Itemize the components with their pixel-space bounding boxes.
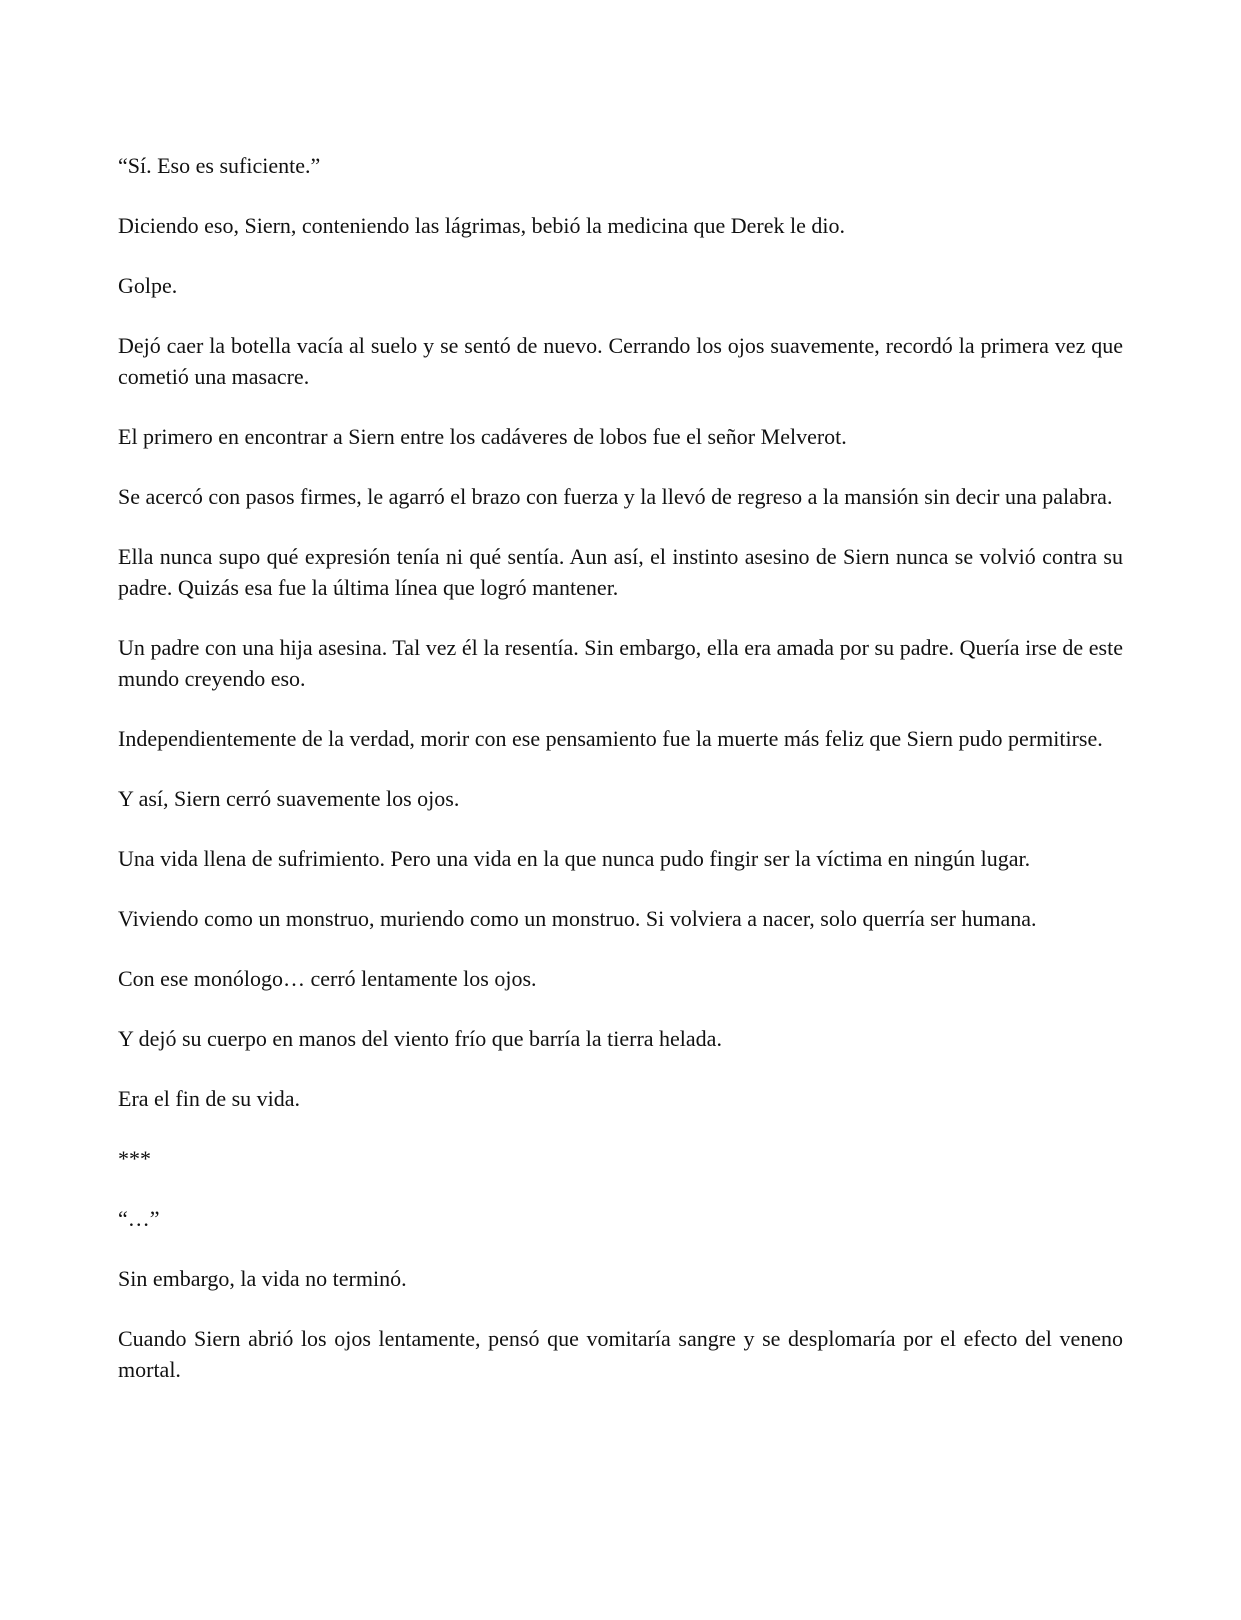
document-body <box>118 150 1123 1414</box>
paragraph: Viviendo como un monstruo, muriendo como un monstruo. Si volviera a nacer, solo querría ser humana. <box>118 906 1037 931</box>
paragraph: “…” <box>118 1206 160 1231</box>
paragraph: Diciendo eso, Siern, conteniendo las lágrimas, bebió la medicina que Derek le dio. <box>118 213 845 238</box>
paragraph: Independientemente de la verdad, morir con ese pensamiento fue la muerte más feliz que Siern pudo permitirse. <box>118 726 1103 751</box>
paragraph: Un padre con una hija asesina. Tal vez él la resentía. Sin embargo, ella era amada por su padre. Quería irse de este mundo creyendo eso. <box>118 635 1123 691</box>
paragraph: Era el fin de su vida. <box>118 1086 301 1111</box>
paragraph: “Sí. Eso es suficiente.” <box>118 153 321 178</box>
paragraph: Golpe. <box>118 273 178 298</box>
paragraph: Dejó caer la botella vacía al suelo y se sentó de nuevo. Cerrando los ojos suavemente, recordó la primera vez que cometió una masacre. <box>118 333 1123 389</box>
paragraph: Una vida llena de sufrimiento. Pero una vida en la que nunca pudo fingir ser la víctima en ningún lugar. <box>118 846 1031 871</box>
paragraph: Cuando Siern abrió los ojos lentamente, pensó que vomitaría sangre y se desplomaría por el efecto del veneno mortal. <box>118 1326 1123 1382</box>
paragraph: Sin embargo, la vida no terminó. <box>118 1266 407 1291</box>
paragraph: Y así, Siern cerró suavemente los ojos. <box>118 786 460 811</box>
paragraph: Se acercó con pasos firmes, le agarró el brazo con fuerza y la llevó de regreso a la mansión sin decir una palabra. <box>118 484 1113 509</box>
paragraph: Y dejó su cuerpo en manos del viento frío que barría la tierra helada. <box>118 1026 722 1051</box>
paragraph: El primero en encontrar a Siern entre los cadáveres de lobos fue el señor Melverot. <box>118 424 847 449</box>
scene-break: *** <box>118 1146 151 1171</box>
paragraph: Con ese monólogo… cerró lentamente los ojos. <box>118 966 537 991</box>
paragraph: Ella nunca supo qué expresión tenía ni qué sentía. Aun así, el instinto asesino de Siern nunca se volvió contra su padre. Quizás esa fue la última línea que logró mantener. <box>118 544 1123 600</box>
